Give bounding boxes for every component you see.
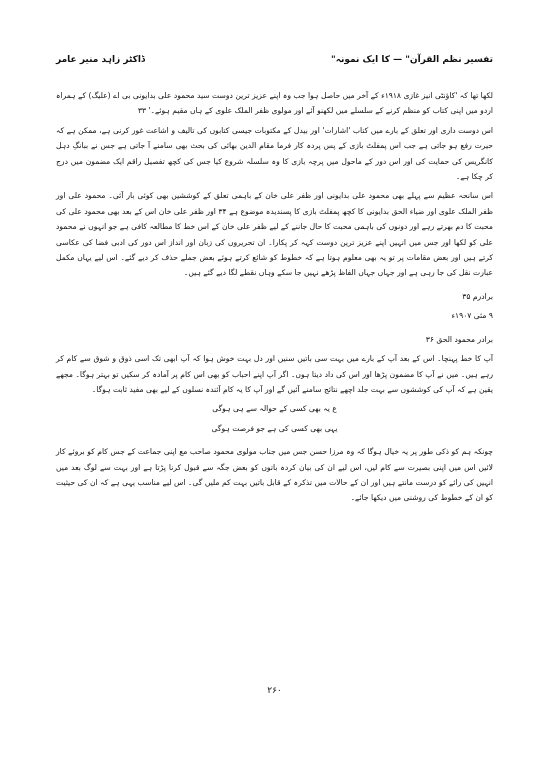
paragraph-1: لکھا تھا کہ 'کاؤنٹی انیز غازی ۱۹۱۸ء کے آخر میں حاصل ہوا جب وہ اپنے عزیز ترین دوست سید محمود علی بدایونی بی اے (علیگ) کے ہمراہ اردو میں اپنی کتاب کو منظم کرنے کے سلسلے میں لکھنو آئے اور مولوی ظفر الملک علوی کے ہاں مقیم ہوئے۔' ۳۳	[56, 91, 493, 116]
page-number: ۲۶۰	[267, 686, 282, 696]
closing-paragraph: چونکہ ہم کو ذکی طور پر یہ خیال ہوگا کہ وہ مرزا حسن جس میں جناب مولوی محمود صاحب مع اپنی جماعت کے جس کام کو بروئے کار لائیں اس میں اپنی بصیرت سے کام لیں، اس لیے ان کی بیان کردہ باتوں کو بعض جگہ سے قبول کرنا پڑتا ہے اور بہت سے لوگ بعد میں انہیں کی رائے کو درست مانتے ہیں اور ان کے حالات میں تذکرہ کے قابل باتیں بہت کم ملیں گی۔ اس لیے مناسب یہی ہے کہ ان کی حیثیت کو ان کے خطوط کی روشنی میں دیکھا جائے۔	[56, 447, 493, 503]
letter-body: آپ کا خط پہنچا۔ اس کے بعد آپ کے بارے میں بہت سی باتیں سنیں اور دل بہت خوش ہوا کہ آپ ابھی تک اسی ذوق و شوق سے کام کر رہے ہیں۔ میں نے آپ کا مضمون پڑھا اور اس کی داد دیتا ہوں۔ اگر آپ اپنے احباب کو بھی اس کام پر آمادہ کر سکیں تو بہتر ہوگا۔ مجھے یقین ہے کہ آپ کی کوششوں سے بہت جلد اچھے نتائج سامنے آئیں گے اور آپ کا یہ کام آئندہ نسلوں کے لیے بھی مفید ثابت ہوگا۔	[56, 354, 493, 394]
paragraph-2: اس دوست داری اور تعلق کے بارے میں کتاب 'اشارات' اور بیدل کے مکتوبات جیسی کتابوں کی تالیف و اشاعت غور کرنی ہے، ممکن ہے کہ حیرت رفع ہو جاتی ہے جب اس پمفلٹ بازی کے پس پردہ کار فرما مقام الدین بھائی کی بحث بھی سامنے آ جاتی ہے جس نے ببانگِ دہل کانگریس کی حمایت کی اور اس دور کے ماحول میں پرچہ بازی کا وہ سلسلہ شروع کیا جس کی کچھ تفصیل راقم ایک مضمون میں درج کر چکا ہے۔	[56, 125, 493, 182]
letter-verse-1: ع یہ بھی کسی کے حوالہ سے ہی ہوگی	[212, 404, 337, 414]
letter-verse-2: یہی بھی کسی کی ہے جو فرصت ہوگی	[211, 423, 338, 433]
paragraph-3: اس سانحہ عظیم سے پہلے بھی محمود علی بدایونی اور ظفر علی خان کے باہمی تعلق کے کوششیں بھی کوئی بار آئی۔ محمود علی اور ظفر الملک علوی اور ضیاء الحق بدایونی کا کچھ پمفلٹ بازی کا پسندیدہ موضوع ہے ۳۴ اور ظفر علی خان اس کے بعد بھی محمود علی کی محبت کا دم بھرتے رہے اور دونوں کی باہمی محبت کا حال جاننے کے لیے ظفر علی خان کے اس خط کا مطالعہ کافی ہے جو انہوں نے محمود علی کو لکھا اور جس میں انہیں اپنے عزیز ترین دوست کہہ کر پکارا۔ ان تحریروں کی زبان اور انداز اس دور کی ادبی فضا کی عکاسی کرتے ہیں اور بعض مقامات پر تو یہ بھی معلوم ہوتا ہے کہ خطوط کو شائع کرتے ہوئے بعض جملے حذف کر دیے گئے۔ اس لیے یہاں مکمل عبارت نقل کی جا رہی ہے اور جہاں جہاں الفاظ پڑھے نہیں جا سکے وہاں نقطے لگا دیے گئے ہیں۔	[56, 191, 493, 278]
running-header	[56, 52, 493, 68]
header-title: "تفسیر نظم القرآن" — کا ایک نمونہ	[331, 55, 493, 65]
letter-date: ۹ مئی ۱۹۰۷ء	[451, 311, 493, 321]
main-text	[56, 88, 493, 506]
letter-salutation: برادر محمود الحق ۳۶	[425, 334, 493, 344]
header-author: ڈاکٹر زاہد منیر عامر	[56, 55, 145, 65]
letter-reference: برادرم ۳۵	[462, 291, 493, 301]
